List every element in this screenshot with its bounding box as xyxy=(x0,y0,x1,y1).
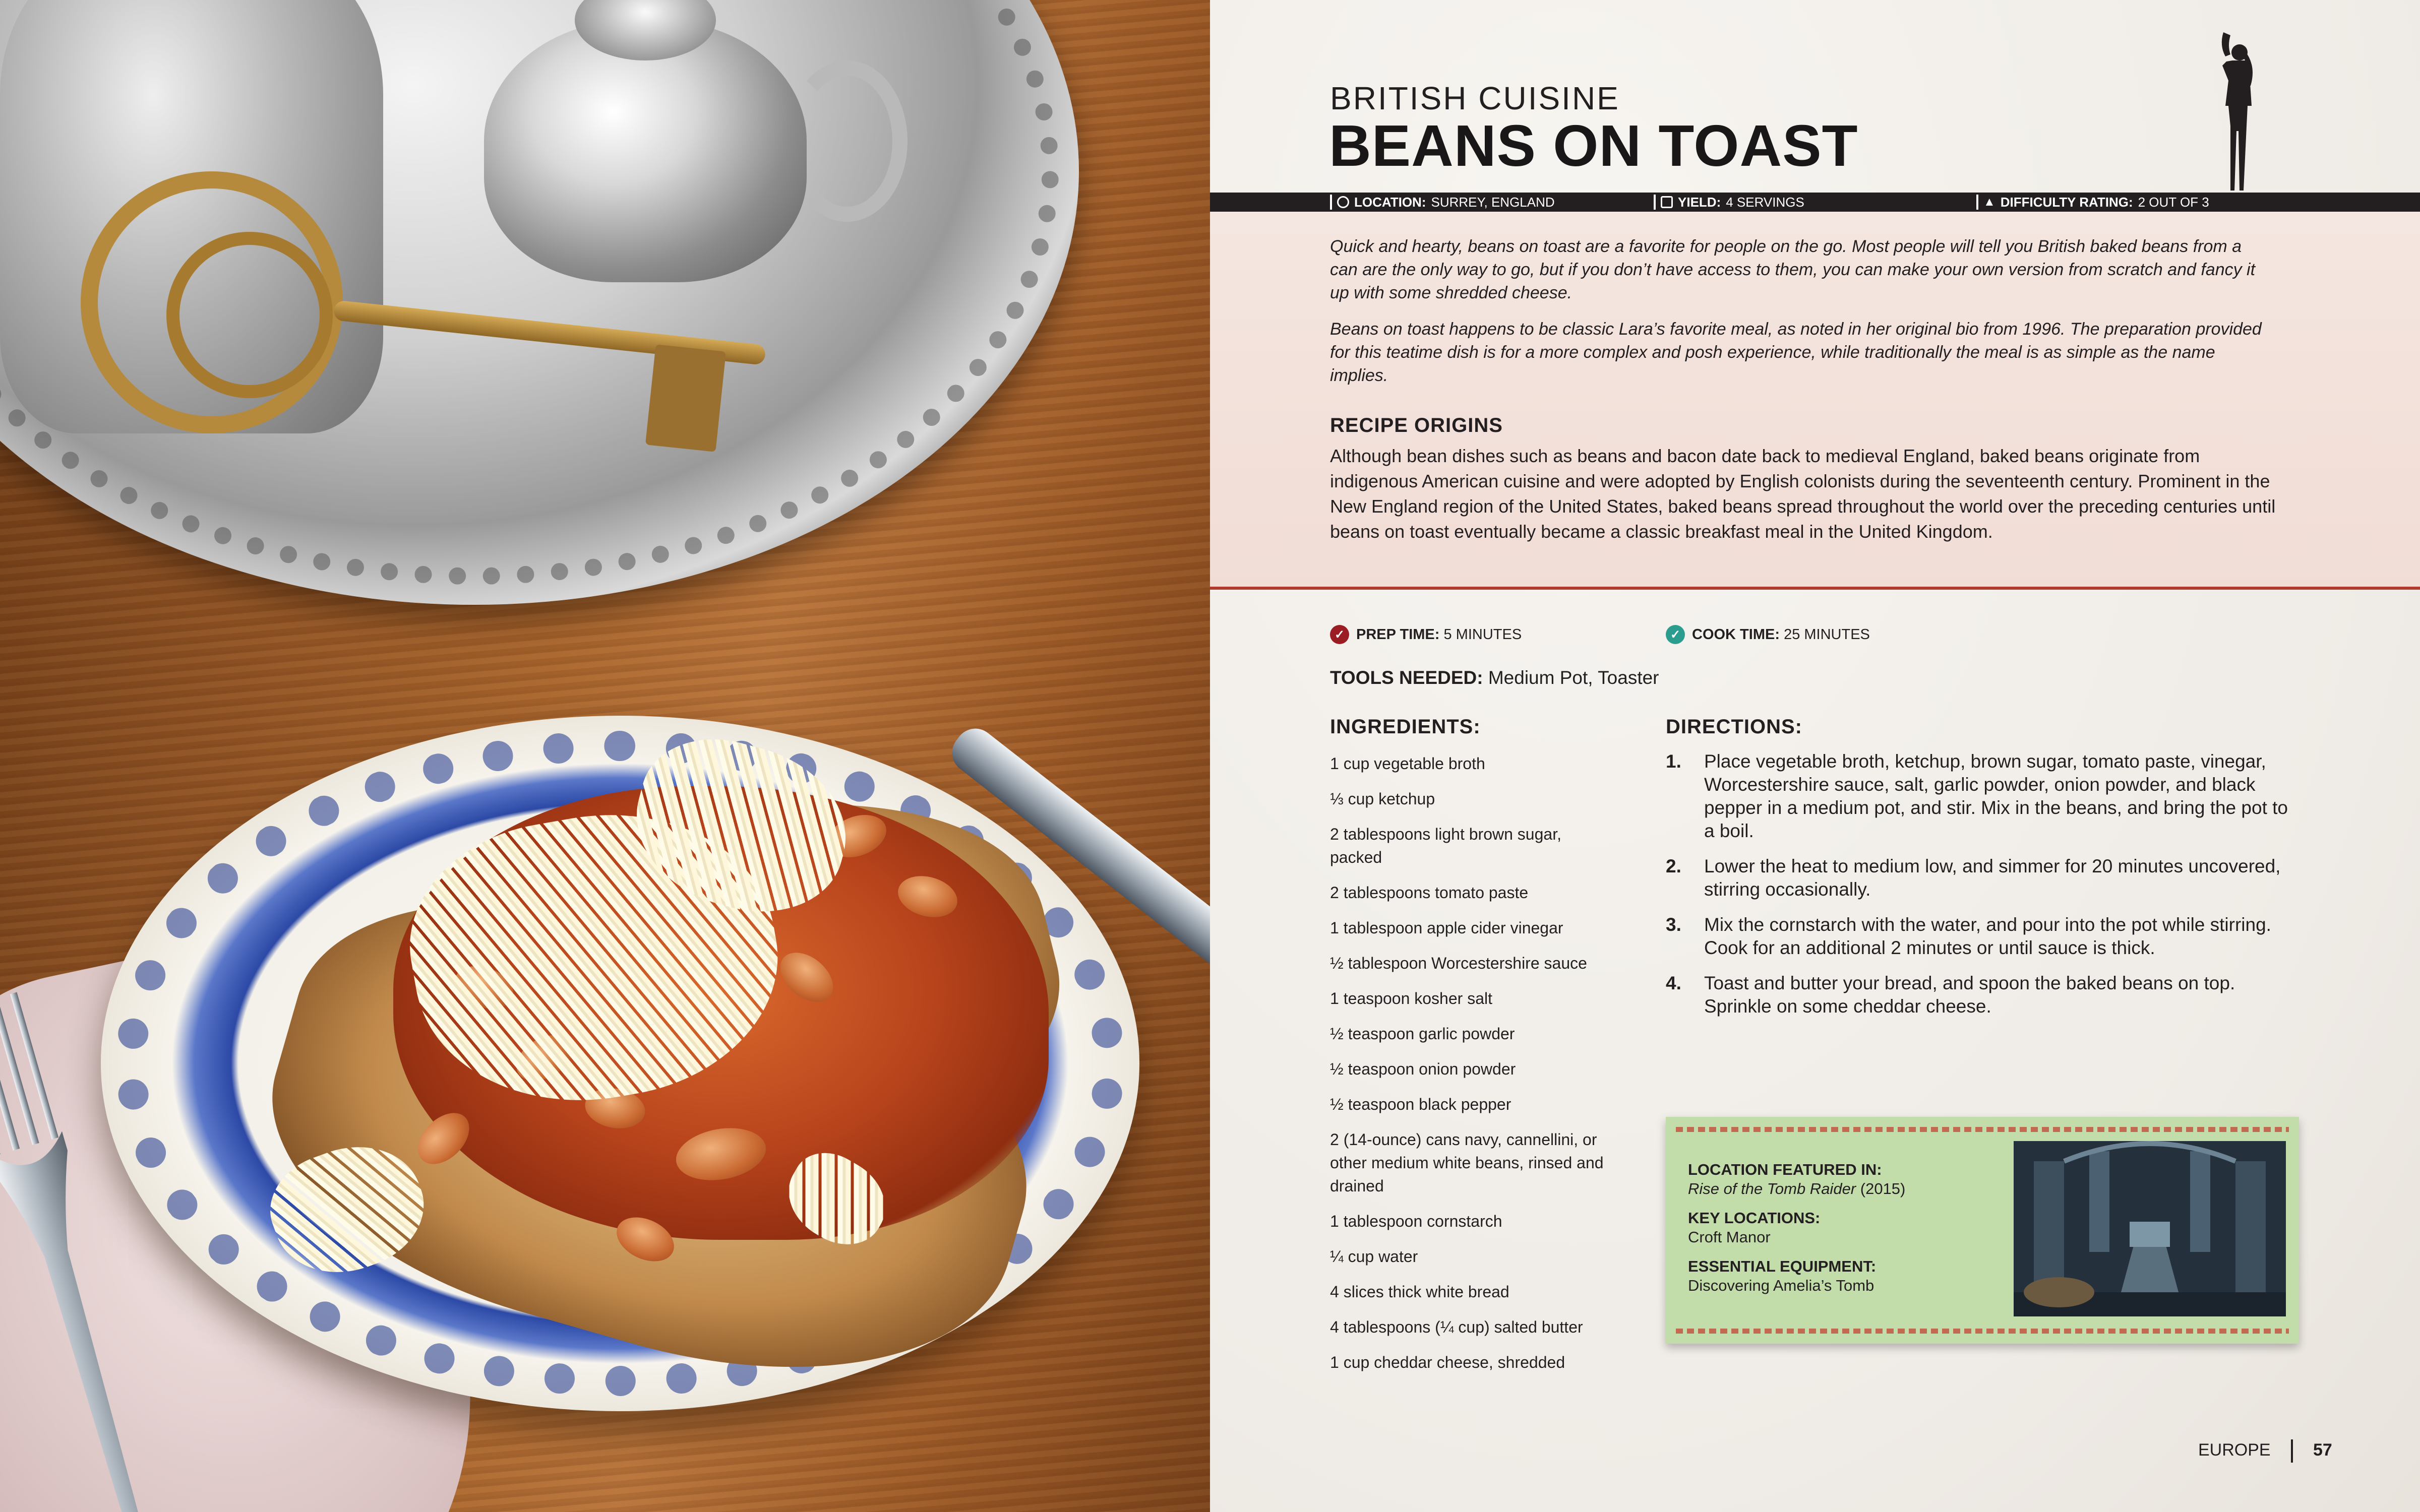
recipe-title: BEANS ON TOAST xyxy=(1329,113,1858,178)
ingredient-item: 4 slices thick white bread xyxy=(1330,1283,1509,1301)
origins-text: Although bean dishes such as beans and bacon date back to medieval England, baked beans originate from indigenous American cuisine and were adopted by English colonists during the seventeenth century. Prominent in the New England region of the United States, baked beans spread throughout the world over the preceding centuries until beans on toast eventually became a classic breakfast meal in the United Kingdom. xyxy=(1330,446,2276,542)
separator xyxy=(1976,195,1978,210)
recipe-page xyxy=(1210,0,2420,1512)
ingredient-item: 1 teaspoon kosher salt xyxy=(1330,989,1492,1007)
ingredient-item: ½ teaspoon black pepper xyxy=(1330,1095,1511,1113)
ingredient-item: 1 cup vegetable broth xyxy=(1330,754,1485,773)
tomb-hall-image xyxy=(2014,1141,2286,1316)
ingredient-item: 2 tablespoons tomato paste xyxy=(1330,884,1529,902)
ingredient-item: ¼ cup water xyxy=(1330,1247,1418,1266)
recipe-info-bar xyxy=(1210,193,2420,212)
origins-heading: RECIPE ORIGINS xyxy=(1330,414,1503,436)
flame-icon: ▲ xyxy=(1983,195,1995,209)
intro-paragraph-1: Quick and hearty, beans on toast are a favorite for people on the go. Most people will tell you British baked beans from a can are the only way to go, but if you don’t have access to them, you can make your own version from scratch and fancy it up with some shredded cheese. xyxy=(1330,237,2256,302)
location-label: LOCATION: xyxy=(1354,194,1426,210)
step-number: 3. xyxy=(1666,914,1681,935)
game-feature-box xyxy=(1666,1117,2299,1344)
step-text: Place vegetable broth, ketchup, brown sugar, tomato paste, vinegar, Worcestershire sauce, salt, garlic powder, onion powder, and black pepper in a medium pot, and stir. Mix in the beans, and bring the pot to a boil. xyxy=(1704,751,2288,841)
step-number: 2. xyxy=(1666,856,1681,876)
prep-time-value: 5 MINUTES xyxy=(1443,626,1522,643)
direction-step xyxy=(1666,855,2301,901)
ingredient-item: 1 tablespoon cornstarch xyxy=(1330,1212,1502,1230)
game-title: Rise of the Tomb Raider xyxy=(1688,1180,1856,1198)
separator xyxy=(1654,195,1656,210)
yield-info xyxy=(1654,193,1804,212)
lara-croft-silhouette-icon xyxy=(2208,30,2269,192)
direction-step xyxy=(1666,913,2301,960)
direction-step xyxy=(1666,750,2301,843)
ingredient-item: 2 (14-ounce) cans navy, cannellini, or other medium white beans, rinsed and drained xyxy=(1330,1130,1604,1195)
prep-time xyxy=(1330,625,1522,644)
feature-top-border xyxy=(1676,1127,2289,1132)
cuisine-category: BRITISH CUISINE xyxy=(1330,80,1620,116)
globe-icon xyxy=(1337,196,1349,208)
step-text: Lower the heat to medium low, and simmer for 20 minutes uncovered, stirring occasionally. xyxy=(1704,856,2281,900)
step-number: 4. xyxy=(1666,973,1681,993)
tools-needed xyxy=(1330,667,1659,688)
difficulty-label: DIFFICULTY RATING: xyxy=(2000,194,2133,210)
footer-section: EUROPE xyxy=(2198,1440,2271,1460)
location-featured-value xyxy=(1688,1179,1990,1199)
footer-divider xyxy=(2291,1439,2293,1463)
feature-bottom-border xyxy=(1676,1329,2289,1334)
ingredient-item: ½ teaspoon garlic powder xyxy=(1330,1025,1515,1043)
essential-equipment-heading: ESSENTIAL EQUIPMENT: xyxy=(1688,1257,1877,1275)
ingredient-item: ½ teaspoon onion powder xyxy=(1330,1060,1516,1078)
prep-clock-icon: ✓ xyxy=(1330,625,1349,644)
prep-time-label: PREP TIME: xyxy=(1356,626,1440,643)
key-locations-heading: KEY LOCATIONS: xyxy=(1688,1209,1821,1227)
ingredient-item: 2 tablespoons light brown sugar, packed xyxy=(1330,825,1561,866)
cook-clock-icon: ✓ xyxy=(1666,625,1685,644)
feature-details xyxy=(1688,1160,1990,1305)
page-number: 57 xyxy=(2313,1440,2332,1460)
ingredient-item: 4 tablespoons (¼ cup) salted butter xyxy=(1330,1318,1583,1336)
location-featured-heading: LOCATION FEATURED IN: xyxy=(1688,1161,1882,1178)
intro-paragraph-2: Beans on toast happens to be classic Lara’s favorite meal, as noted in her original bio from 1996. The preparation provided for this teatime dish is for a more complex and posh experience, while traditionally the meal is as simple as the name implies. xyxy=(1330,320,2262,385)
game-screenshot xyxy=(2014,1141,2286,1316)
key-locations-value: Croft Manor xyxy=(1688,1228,1771,1246)
tools-label: TOOLS NEEDED: xyxy=(1330,667,1483,688)
ingredient-item: ½ tablespoon Worcestershire sauce xyxy=(1330,954,1587,972)
yield-label: YIELD: xyxy=(1678,194,1721,210)
ingredients-heading: INGREDIENTS: xyxy=(1330,716,1481,738)
step-text: Toast and butter your bread, and spoon the baked beans on top. Sprinkle on some cheddar cheese. xyxy=(1704,973,2235,1017)
difficulty-value: 2 OUT OF 3 xyxy=(2138,194,2209,210)
brass-key-bow-inner xyxy=(166,232,333,398)
tools-value: Medium Pot, Toaster xyxy=(1488,667,1659,688)
yield-value: 4 SERVINGS xyxy=(1726,194,1804,210)
location-value: SURREY, ENGLAND xyxy=(1431,194,1555,210)
cook-time-label: COOK TIME: xyxy=(1692,626,1780,643)
game-year: (2015) xyxy=(1856,1180,1906,1198)
step-number: 1. xyxy=(1666,751,1681,772)
brass-key-bit xyxy=(645,344,726,452)
direction-step xyxy=(1666,972,2301,1018)
ingredient-item: 1 tablespoon apple cider vinegar xyxy=(1330,919,1563,937)
ingredients-list xyxy=(1330,752,1612,1386)
separator xyxy=(1330,195,1332,210)
cook-time xyxy=(1666,625,1870,644)
ingredient-item: 1 cup cheddar cheese, shredded xyxy=(1330,1353,1565,1371)
step-text: Mix the cornstarch with the water, and pour into the pot while stirring. Cook for an additional 2 minutes or until sauce is thick. xyxy=(1704,914,2271,958)
essential-equipment-value: Discovering Amelia’s Tomb xyxy=(1688,1277,1874,1294)
jar-icon xyxy=(1661,196,1673,208)
location-info xyxy=(1330,193,1555,212)
difficulty-info xyxy=(1976,193,2209,212)
ingredient-item: ⅓ cup ketchup xyxy=(1330,790,1435,808)
directions-heading: DIRECTIONS: xyxy=(1666,716,1802,738)
directions-list xyxy=(1666,750,2301,1030)
cook-time-value: 25 MINUTES xyxy=(1784,626,1870,643)
